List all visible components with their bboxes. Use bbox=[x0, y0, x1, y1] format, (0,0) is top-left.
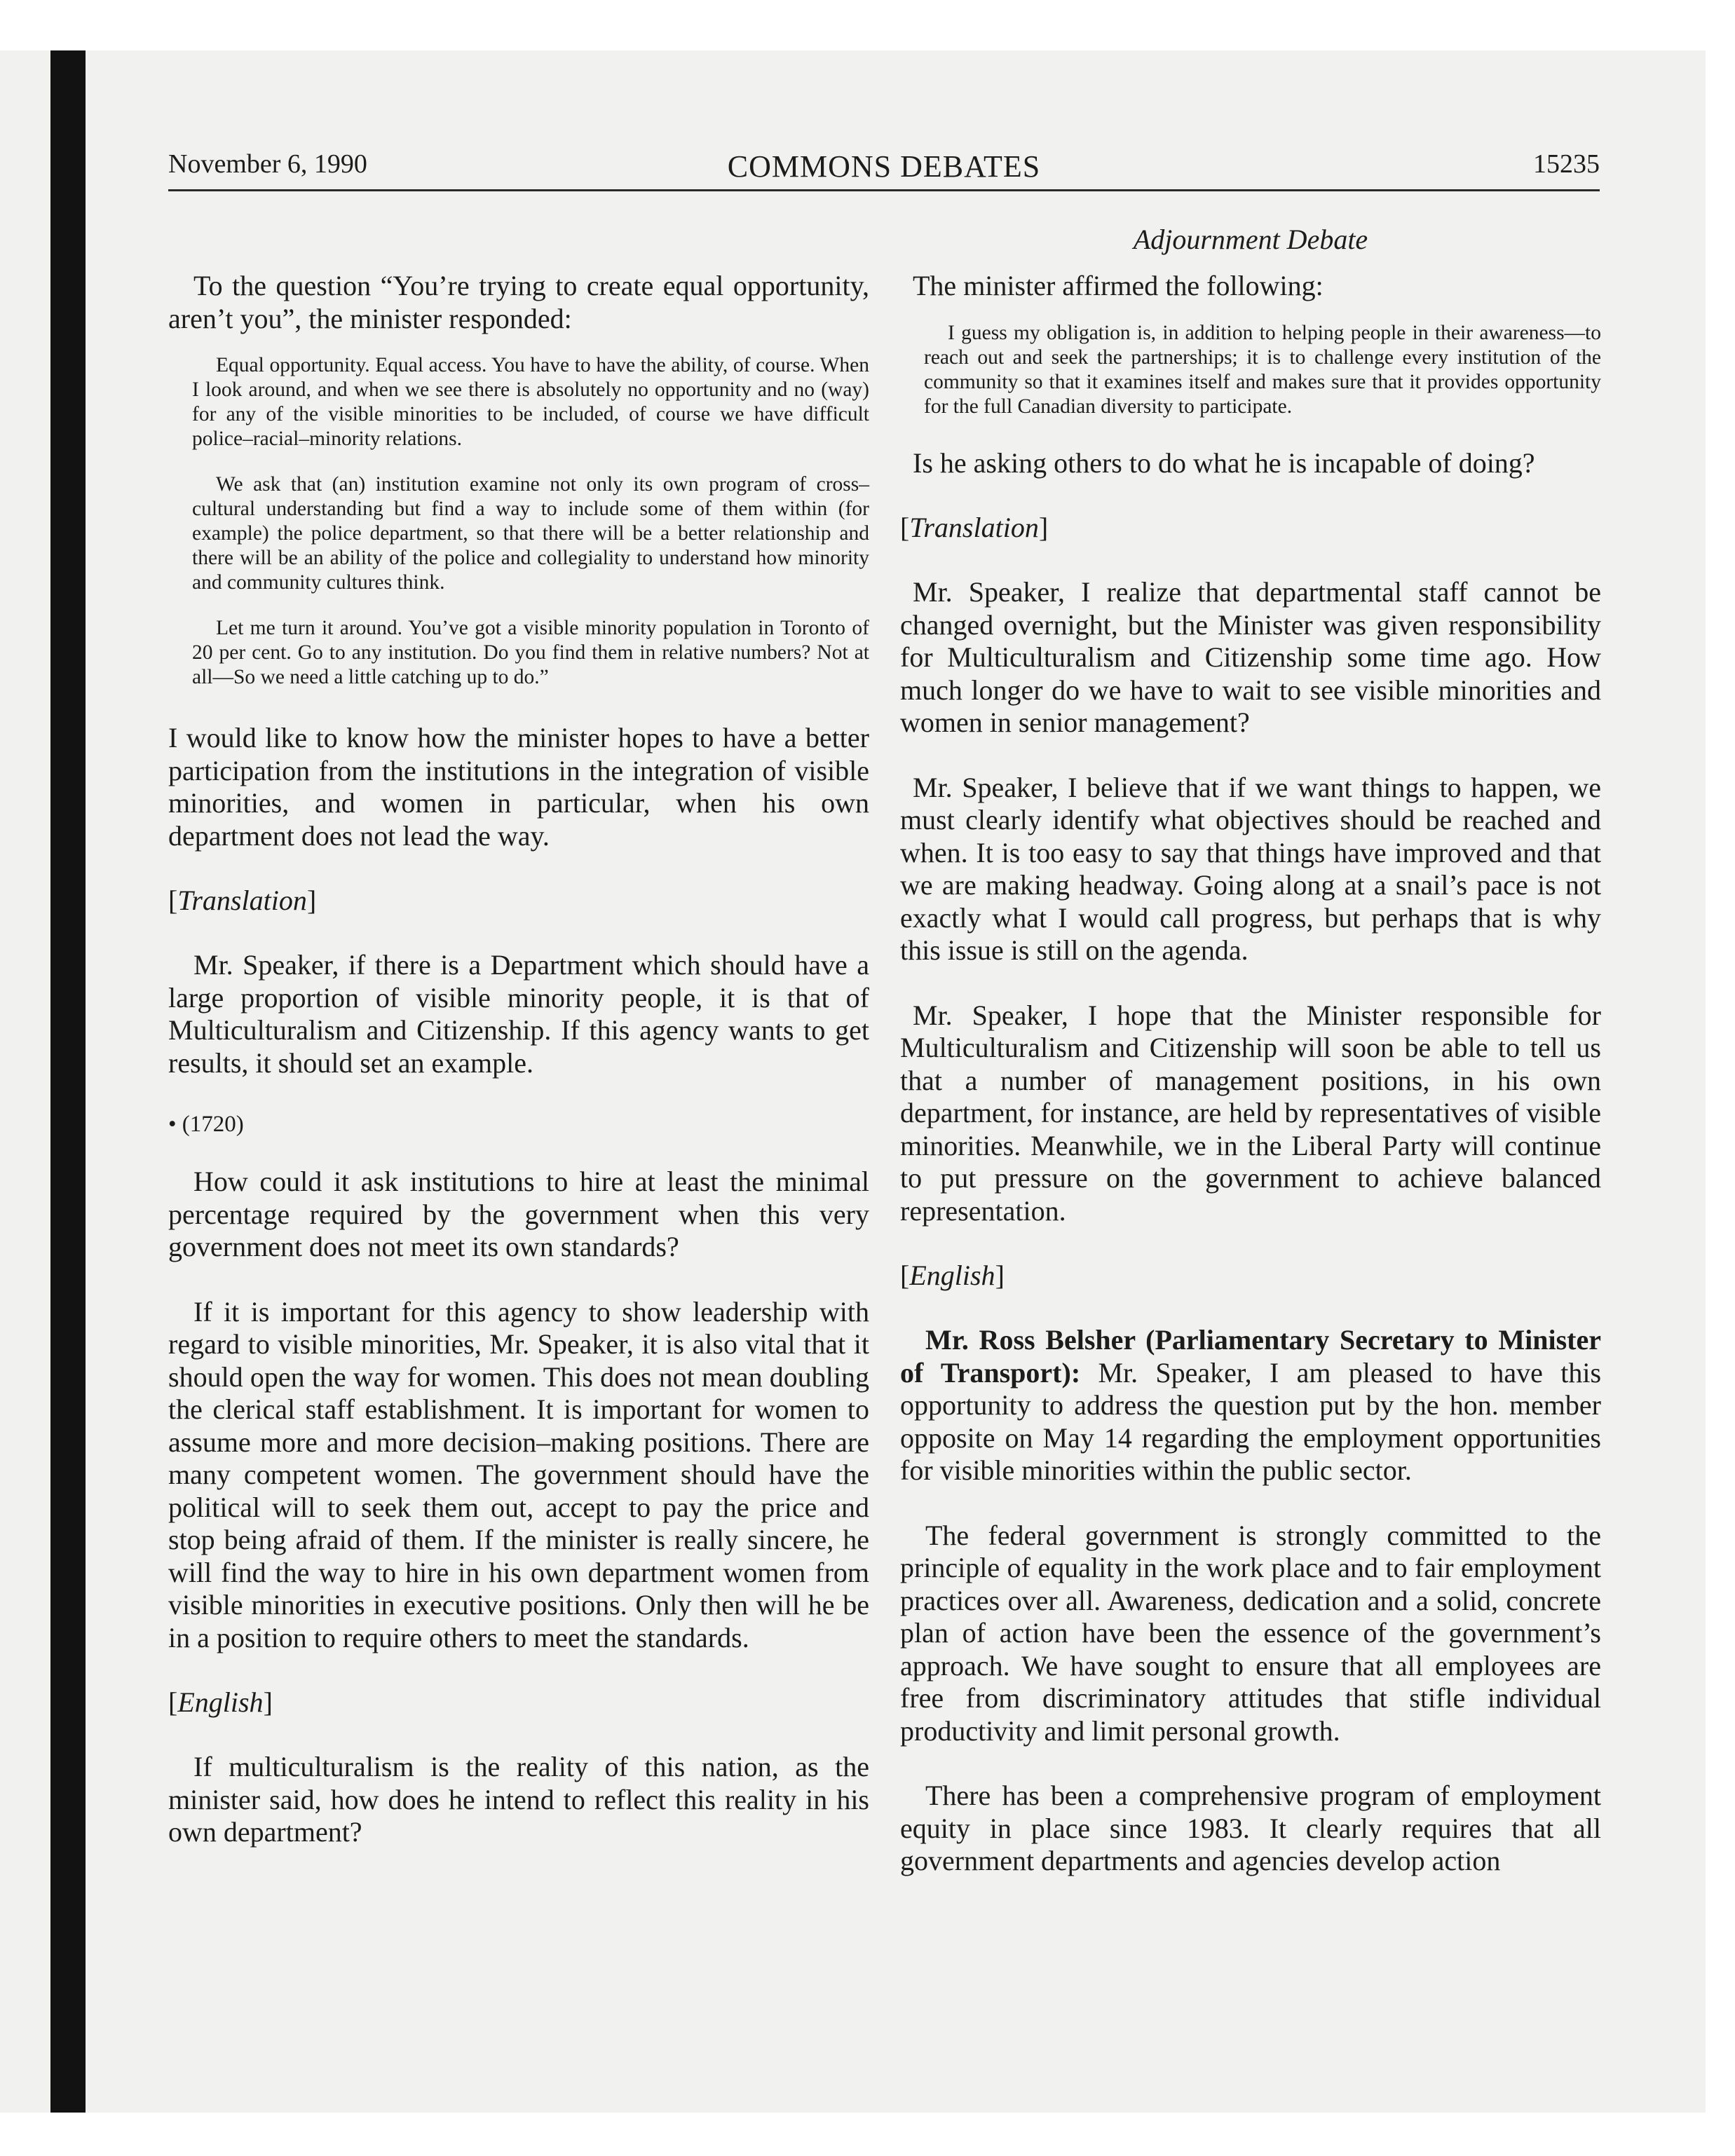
paragraph: How could it ask institutions to hire at least the minimal percentage required by the government when this very government does not meet its own standards? bbox=[168, 1166, 869, 1262]
paragraph bbox=[900, 1324, 1601, 1487]
paragraph: To the question “You’re trying to create equal opportunity, aren’t you”, the minister responded: bbox=[168, 270, 869, 334]
quotation: Equal opportunity. Equal access. You have to have the ability, of course. When I look around, and when we see there is absolutely no opportunity and no (way) for any of the visible minorities to be included, of course we have difficult police–racial–minority relations. bbox=[192, 354, 869, 450]
speaker-remarks: Mr. Speaker, I am pleased to have this opportunity to address the question put by the hon. member opposite on May 14 regarding the employment opportunities for visible minorities within the public sector. bbox=[900, 1356, 1602, 1486]
scan-border-bottom bbox=[0, 2113, 1735, 2156]
language-tag: [English] bbox=[168, 1686, 273, 1718]
scan-border-top bbox=[0, 0, 1735, 50]
language-tag: [Translation] bbox=[168, 885, 317, 916]
header-page-number: 15235 bbox=[1533, 149, 1600, 179]
scan-binding-edge bbox=[50, 50, 86, 2113]
page-header bbox=[168, 146, 1600, 191]
paragraph: Mr. Speaker, I believe that if we want things to happen, we must clearly identify what objectives should be reached and when. It is too easy to say that things have improved and that we are making headway. Going along at a snail’s pace is not exactly what I would call progress, but perhaps that is why this issue is still on the agenda. bbox=[900, 771, 1601, 966]
left-column bbox=[168, 223, 869, 1881]
language-tag-text: English bbox=[909, 1260, 995, 1291]
quotation: We ask that (an) institution examine not only its own program of cross–cultural understanding but find a way to include some of them within (for example) the police department, so that there will be a better relationship and there will be an ability of the police and collegiality to understand how minority and community cultures think. bbox=[192, 473, 869, 594]
language-tag: [Translation] bbox=[900, 512, 1049, 543]
header-date: November 6, 1990 bbox=[168, 149, 367, 179]
language-tag-text: Translation bbox=[909, 512, 1039, 543]
paragraph: I would like to know how the minister hopes to have a better participation from the institutions in the integration of visible minorities, and women in particular, when his own department does not lead the way. bbox=[168, 722, 869, 852]
scan-border-right bbox=[1706, 0, 1735, 2156]
paragraph: The federal government is strongly committed to the principle of equality in the work place and to fair employment practices over all. Awareness, dedication and a solid, concrete plan of action have been the essence of the government’s approach. We have sought to ensure that all employees are free from discriminatory attitudes that stifle individual productivity and limit personal growth. bbox=[900, 1519, 1601, 1747]
time-marker: • (1720) bbox=[168, 1112, 244, 1137]
right-column bbox=[900, 223, 1601, 1878]
paragraph: Mr. Speaker, I realize that departmental staff cannot be changed overnight, but the Minister was given responsibility for Multiculturalism and Citizenship some time ago. How much longer do we have to wait to see visible minorities and women in senior management? bbox=[900, 576, 1601, 738]
speaker-name: Mr. Ross Belsher (Parliamentary Secretary to Minister of Transport): bbox=[900, 1324, 1601, 1389]
language-tag: [English] bbox=[900, 1260, 1005, 1291]
paragraph: If multiculturalism is the reality of this nation, as the minister said, how does he intend to reflect this reality in his own department? bbox=[168, 1751, 869, 1848]
paragraph: Mr. Speaker, I hope that the Minister responsible for Multiculturalism and Citizenship will soon be able to tell us that a number of management positions, in his own department, for instance, are held by representatives of visible minorities. Meanwhile, we in the Liberal Party will continue to put pressure on the government to achieve balanced representation. bbox=[900, 999, 1601, 1227]
paragraph: Mr. Speaker, if there is a Department which should have a large proportion of visible minority people, it is that of Multiculturalism and Citizenship. If this agency wants to get results, it should set an example. bbox=[168, 949, 869, 1079]
language-tag-text: English bbox=[177, 1686, 264, 1718]
quotation: I guess my obligation is, in addition to helping people in their awareness—to reach out and seek the partnerships; it is to challenge every institution of the community so that it examines itself and makes sure that it provides opportunity for the full Canadian diversity to participate. bbox=[924, 321, 1601, 418]
quotation: Let me turn it around. You’ve got a visible minority population in Toronto of 20 per cent. Go to any institution. Do you find them in relative numbers? Not at all—So we need a little catching up to do.” bbox=[192, 617, 869, 688]
paragraph: The minister affirmed the following: bbox=[913, 270, 1324, 301]
paragraph: Is he asking others to do what he is incapable of doing? bbox=[913, 446, 1535, 479]
paragraph: If it is important for this agency to show leadership with regard to visible minorities, Mr. Speaker, it is also vital that it should open the way for women. This does not mean doubling the clerical staff establishment. It is important for women to assume more and more decision–making positions. There are many competent women. The government should have the political will to seek them out, accept to pay the price and stop being afraid of them. If the minister is really sincere, he will find the way to hire in his own department women from visible minorities in executive positions. Only then will he be in a position to require others to meet the standards. bbox=[168, 1295, 869, 1653]
running-title: Adjournment Debate bbox=[1133, 224, 1368, 255]
language-tag-text: Translation bbox=[177, 885, 307, 916]
header-title: COMMONS DEBATES bbox=[727, 149, 1041, 184]
paragraph: There has been a comprehensive program of employment equity in place since 1983. It clearly requires that all government departments and agencies develop action bbox=[900, 1780, 1601, 1876]
